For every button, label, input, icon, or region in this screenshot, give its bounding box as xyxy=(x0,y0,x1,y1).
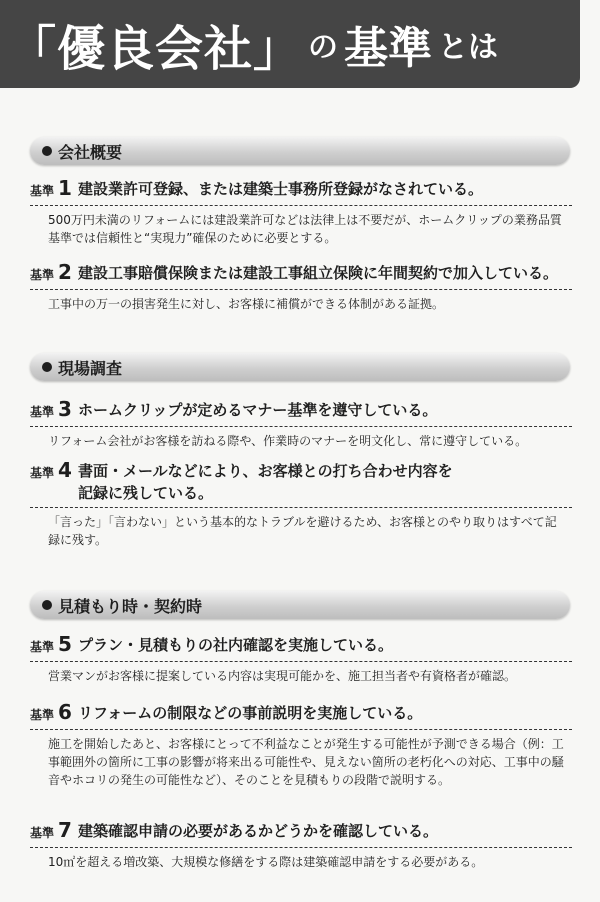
criterion-label: 基準 xyxy=(30,268,55,282)
criterion-label: 基準 xyxy=(30,826,55,840)
criterion-description: 10㎡を超える増改築、大規模な修繕をする際は建築確認申請をする必要がある。 xyxy=(48,855,484,869)
bullet-icon xyxy=(42,362,52,372)
criterion-4 xyxy=(30,460,572,553)
section-header-site-survey xyxy=(30,353,570,381)
criterion-2 xyxy=(30,262,572,317)
criterion-7 xyxy=(30,820,572,875)
criterion-number: 2 xyxy=(58,260,72,284)
criterion-label: 基準 xyxy=(30,184,55,198)
criterion-label: 基準 xyxy=(30,708,55,722)
criterion-label: 基準 xyxy=(30,466,55,480)
criterion-title: ホームクリップが定めるマナー基準を遵守している。 xyxy=(77,401,438,419)
criterion-3 xyxy=(30,399,572,454)
criterion-number: 1 xyxy=(58,176,72,200)
criterion-description: リフォーム会社がお客様を訪ねる際や、作業時のマナーを明文化し、常に遵守している。 xyxy=(48,434,528,448)
criterion-number: 3 xyxy=(58,397,72,421)
bullet-icon xyxy=(42,600,52,610)
criterion-number: 6 xyxy=(58,700,72,724)
section-label: 現場調査 xyxy=(58,358,123,378)
criterion-description: 営業マンがお客様に提案している内容は実現可能かを、施工担当者や有資格者が確認。 xyxy=(48,669,517,683)
criterion-title: 建設業許可登録、または建築士事務所登録がなされている。 xyxy=(77,180,483,198)
section-header-company xyxy=(30,137,570,165)
criterion-title: 書面・メールなどにより、お客様との打ち合わせ内容を記録に残している。 xyxy=(77,462,453,502)
page-title-banner xyxy=(0,0,580,88)
criterion-label: 基準 xyxy=(30,405,55,419)
criterion-title: 建設工事賠償保険または建設工事組立保険に年間契約で加入している。 xyxy=(77,264,558,282)
criterion-description: 「言った」「言わない」という基本的なトラブルを避けるため、お客様とのやり取りはすべて記録に残す。 xyxy=(48,515,557,547)
section-header-estimate-contract xyxy=(30,591,570,619)
criterion-number: 5 xyxy=(58,632,72,656)
criterion-title: プラン・見積もりの社内確認を実施している。 xyxy=(77,636,393,654)
page-title-towa: とは xyxy=(438,30,499,65)
criterion-number: 4 xyxy=(58,458,72,482)
section-label: 見積もり時・契約時 xyxy=(58,596,203,616)
page-title-main: 「優良会社」 xyxy=(8,20,303,77)
section-label: 会社概要 xyxy=(58,142,123,162)
criterion-1 xyxy=(30,178,572,251)
bullet-icon xyxy=(42,146,52,156)
criterion-5 xyxy=(30,634,572,689)
criterion-title: リフォームの制限などの事前説明を実施している。 xyxy=(77,704,423,722)
criterion-label: 基準 xyxy=(30,640,55,654)
page-title-kijun: 基準 xyxy=(344,23,433,74)
page-title-particle: の xyxy=(308,30,339,65)
criterion-title: 建築確認申請の必要があるかどうかを確認している。 xyxy=(77,822,438,840)
criterion-description: 500万円未満のリフォームには建設業許可などは法律上は不要だが、ホームクリップの業務品質基準では信頼性と“実現力”確保のために必要とする。 xyxy=(48,213,562,245)
criterion-description: 施工を開始したあと、お客様にとって不利益なことが発生する可能性が予測できる場合（例：工事範囲外の箇所に工事の影響が将来出る可能性や、見えない箇所の老朽化への対応、工事中の騒音やホコリの発生の可能性など）、そのことを見積もりの段階で説明する。 xyxy=(48,737,564,787)
criterion-6 xyxy=(30,702,572,793)
criterion-number: 7 xyxy=(58,818,72,842)
criterion-description: 工事中の万一の損害発生に対し、お客様に補償ができる体制がある証拠。 xyxy=(48,297,445,311)
